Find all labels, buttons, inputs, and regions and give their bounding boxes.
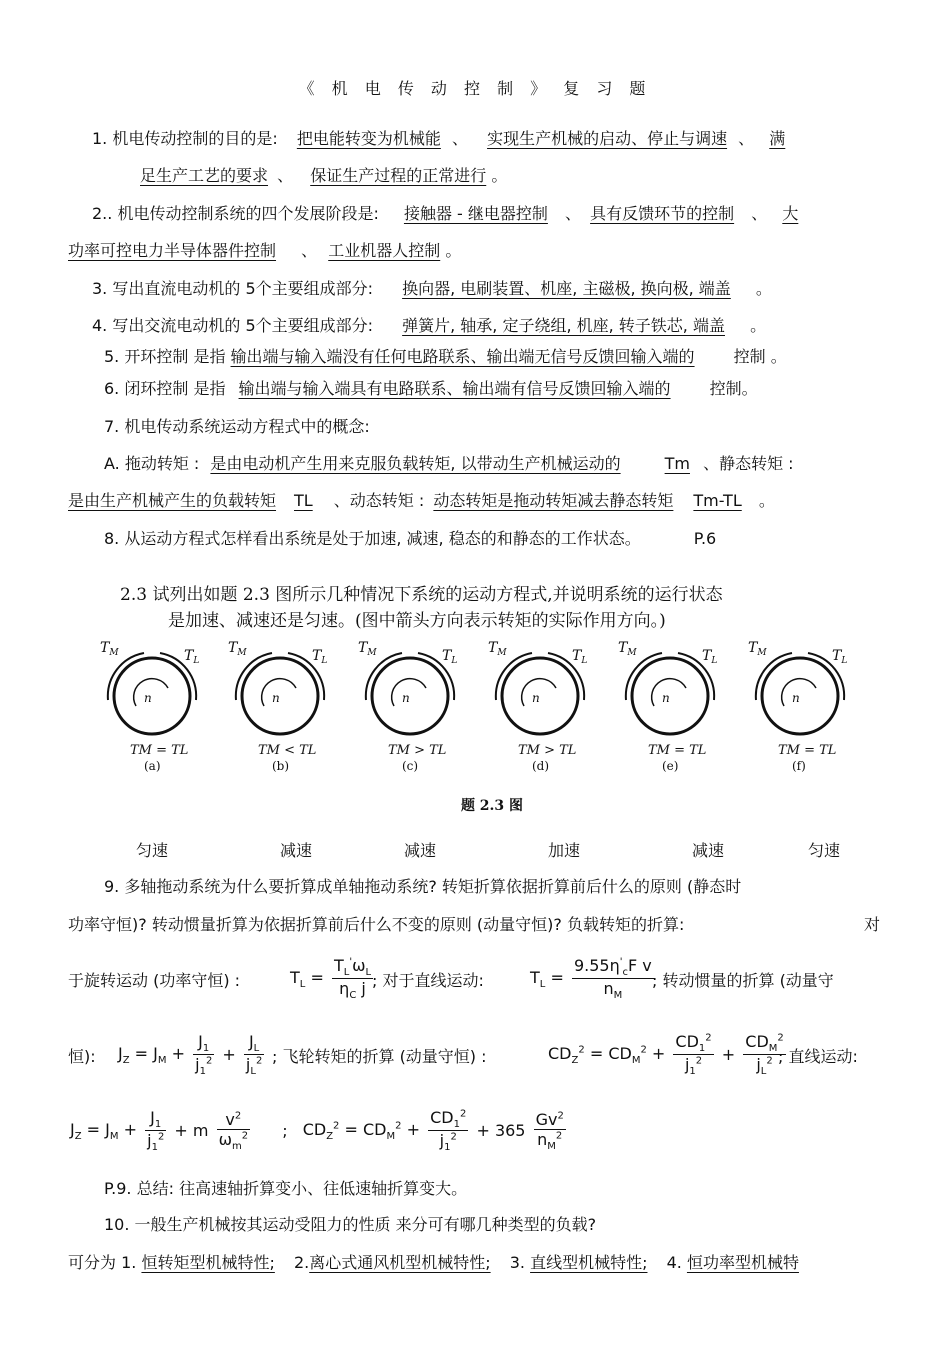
state-4: 减速: [692, 841, 725, 860]
speed-label-4: n: [662, 691, 670, 705]
q7-b-answer: 是由生产机械产生的负载转矩: [68, 491, 277, 510]
question-1-line1: [92, 128, 785, 150]
q4-prefix: 4. 写出交流电动机的 5个主要组成部分:: [92, 316, 374, 335]
q1-answer-2: 实现生产机械的启动、停止与调速: [487, 129, 728, 148]
formula-inertia-linear: $J_Z = J_M$ + $\frac{J_1}{j_1^2}$ + m $\frac{v^2}{\omega_m^2}$ ; $CD_Z^2 = CD_M^2$ + $\frac{CD_1^2}{j_1^2}$ + 365 $\frac{Gv^2}{n_M^2}$: [70, 1108, 564, 1154]
q10-type-1: 恒转矩型机械特性;: [141, 1253, 275, 1272]
figure-title-line1: 2.3 试列出如题 2.3 图所示几种情况下系统的运动方程式,并说明系统的运行状态: [120, 585, 723, 605]
q1-answer-1: 把电能转变为机械能: [296, 129, 441, 148]
tm-label-0: $T_M$: [100, 640, 119, 658]
q7-b-symbol: TL: [294, 491, 313, 510]
q6-prefix: 6. 闭环控制 是指: [104, 379, 226, 398]
q7-a-answer: 是由电动机产生用来克服负载转矩, 以带动生产机械运动的: [210, 454, 621, 473]
q3-answer: 换向器, 电刷装置、机座, 主磁极, 换向极, 端盖: [402, 279, 731, 298]
tl-label-2: $T_L$: [442, 648, 458, 666]
case-label-3: (d): [532, 759, 550, 773]
q6-end: 控制。: [709, 379, 758, 398]
q1-sep-1: 、: [451, 129, 468, 148]
formula-inertia: $J_Z = J_M$ + $\frac{J_1}{j_1^2}$ + $\frac{J_L}{j_L^2}$: [118, 1032, 263, 1078]
state-2: 减速: [404, 841, 437, 860]
q3-end: 。: [755, 279, 772, 298]
q7-a-label: A. 拖动转矩 :: [104, 454, 200, 473]
q5-end: 控制 。: [733, 347, 787, 366]
q6-answer: 输出端与输入端具有电路联系、输出端有信号反馈回输入端的: [238, 379, 671, 398]
q1-answer-3b: 足生产工艺的要求: [140, 166, 269, 185]
relation-4: TM = TL: [648, 743, 707, 758]
q4-answer: 弹簧片, 轴承, 定子绕组, 机座, 转子铁芯, 端盖: [402, 316, 725, 335]
tm-label-4: $T_M$: [618, 640, 637, 658]
q2-end: 。: [445, 241, 462, 260]
formula-flywheel: $CD_Z^2 = CD_M^2$ + $\frac{CD_1^2}{j_1^2}$ + $\frac{CD_M^2}{j_L^2}$: [548, 1032, 784, 1078]
speed-label-5: n: [792, 691, 800, 705]
q1-prefix: 1. 机电传动控制的目的是:: [92, 129, 278, 148]
speed-label-1: n: [272, 691, 280, 705]
q7-b-label: 、静态转矩 :: [703, 454, 794, 473]
state-1: 减速: [280, 841, 313, 860]
state-5: 匀速: [808, 841, 841, 860]
question-5: [104, 346, 787, 368]
q2-sep-2: 、: [751, 204, 768, 223]
q10-type-2: 离心式通风机型机械特性;: [309, 1253, 491, 1272]
tl-label-4: $T_L$: [702, 648, 718, 666]
relation-0: TM = TL: [130, 743, 189, 758]
q2-answer-3b: 功率可控电力半导体器件控制: [68, 241, 277, 260]
motor-wheel-1: [242, 658, 318, 734]
q2-answer-4: 工业机器人控制: [328, 241, 441, 260]
q7-c-symbol: Tm-TL: [693, 491, 742, 510]
case-label-0: (a): [144, 759, 161, 773]
question-9-line1: 9. 多轴拖动系统为什么要折算成单轴拖动系统? 转矩折算依据折算前后什么的原则 (静态时: [104, 877, 742, 896]
tl-label-5: $T_L$: [832, 648, 848, 666]
relation-2: TM > TL: [388, 743, 447, 758]
question-2-line2: [68, 240, 461, 262]
q2-answer-1: 接触器 - 继电器控制: [403, 204, 548, 223]
q10-num-4: 4.: [666, 1253, 682, 1272]
case-label-1: (b): [272, 759, 290, 773]
question-9-line4a: 恒):: [68, 1047, 96, 1066]
formula-torque-rotation: $T_L$ = $\frac{T_L'\omega_L}{\eta_C j}$: [290, 956, 372, 1002]
q1-end: 。: [491, 166, 508, 185]
case-label-4: (e): [662, 759, 679, 773]
question-2-line1: [92, 203, 798, 225]
state-0: 匀速: [136, 841, 169, 860]
q4-end: 。: [750, 316, 767, 335]
motor-wheel-5: [762, 658, 838, 734]
question-8: [104, 528, 716, 550]
tl-label-3: $T_L$: [572, 648, 588, 666]
question-7: 7. 机电传动系统运动方程式中的概念:: [104, 417, 370, 436]
question-7-line3: [68, 490, 775, 512]
motor-wheel-2: [372, 658, 448, 734]
motor-wheel-3: [502, 658, 578, 734]
question-6: [104, 378, 758, 400]
q1-answer-4: 保证生产过程的正常进行: [310, 166, 487, 185]
question-9-line3b: ; 对于直线运动:: [372, 971, 484, 990]
figure-title-line2: 是加速、减速还是匀速。(图中箭头方向表示转矩的实际作用方向。): [168, 611, 666, 631]
tl-label-0: $T_L$: [184, 648, 200, 666]
question-9-line4b: ; 飞轮转矩的折算 (动量守恒) :: [272, 1047, 487, 1066]
case-label-5: (f): [792, 759, 806, 773]
q10-type-3: 直线型机械特性;: [530, 1253, 648, 1272]
question-10-line2: [68, 1252, 799, 1274]
question-3: [92, 278, 772, 300]
question-9-line2: 功率守恒)? 转动惯量折算为依据折算前后什么不变的原则 (动量守恒)? 负载转矩的折算:: [68, 915, 685, 934]
q7-c-answer: 动态转矩是拖动转矩减去静态转矩: [433, 491, 674, 510]
q8-text: 8. 从运动方程式怎样看出系统是处于加速, 减速, 稳态的和静态的工作状态。: [104, 529, 641, 548]
figure-caption: 题 2.3 图: [460, 798, 524, 814]
question-9-line2-end: 对: [864, 915, 881, 934]
q7-a-symbol: Tm: [664, 454, 690, 473]
q3-prefix: 3. 写出直流电动机的 5个主要组成部分:: [92, 279, 374, 298]
motor-wheel-0: [114, 658, 190, 734]
relation-3: TM > TL: [518, 743, 577, 758]
state-3: 加速: [548, 841, 581, 860]
tl-label-1: $T_L$: [312, 648, 328, 666]
q2-answer-3a: 大: [782, 204, 799, 223]
q5-prefix: 5. 开环控制 是指: [104, 347, 226, 366]
speed-label-2: n: [402, 691, 410, 705]
motor-wheel-4: [632, 658, 708, 734]
q7-end: 。: [758, 491, 775, 510]
q2-prefix: 2.. 机电传动控制系统的四个发展阶段是:: [92, 204, 379, 223]
q2-sep-3: 、: [301, 241, 318, 260]
q8-page-ref: P.6: [693, 529, 717, 548]
speed-label-0: n: [144, 691, 152, 705]
case-label-2: (c): [402, 759, 419, 773]
q7-c-label: 、动态转矩 :: [333, 491, 425, 510]
question-4: [92, 315, 766, 337]
tm-label-1: $T_M$: [228, 640, 247, 658]
q10-num-3: 3.: [509, 1253, 525, 1272]
figure-2-3: [102, 570, 882, 815]
tm-label-2: $T_M$: [358, 640, 377, 658]
question-1-line2: [140, 165, 507, 187]
page-title: 《 机 电 传 动 控 制 》 复 习 题: [298, 79, 652, 98]
question-9-summary: P.9. 总结: 往高速轴折算变小、往低速轴折算变大。: [104, 1179, 468, 1198]
q1-sep-2: 、: [738, 129, 755, 148]
question-7-line2: [104, 453, 794, 475]
q2-answer-2: 具有反馈环节的控制: [590, 204, 735, 223]
figure-diagrams: [102, 570, 882, 785]
tm-label-3: $T_M$: [488, 640, 507, 658]
speed-label-3: n: [532, 691, 540, 705]
formula-torque-linear: $T_L$ = $\frac{9.55\eta'_cF v}{n_M}$: [530, 956, 652, 1002]
q2-sep-1: 、: [564, 204, 581, 223]
tm-label-5: $T_M$: [748, 640, 767, 658]
q5-answer: 输出端与输入端没有任何电路联系、输出端无信号反馈回输入端的: [230, 347, 695, 366]
question-9-line4c: ; 直线运动:: [778, 1047, 858, 1066]
question-9-line3a: 于旋转运动 (功率守恒) :: [68, 971, 241, 990]
q10-prefix: 可分为 1.: [68, 1253, 137, 1272]
q1-answer-3a: 满: [769, 129, 786, 148]
q10-type-4: 恒功率型机械特: [686, 1253, 799, 1272]
relation-1: TM < TL: [258, 743, 317, 758]
question-10-line1: 10. 一般生产机械按其运动受阻力的性质 来分可有哪几种类型的负载?: [104, 1215, 597, 1234]
relation-5: TM = TL: [778, 743, 837, 758]
question-9-line3c: ; 转动惯量的折算 (动量守: [652, 971, 834, 990]
q1-sep-3: 、: [277, 166, 294, 185]
q10-num-2: 2.: [293, 1253, 310, 1272]
